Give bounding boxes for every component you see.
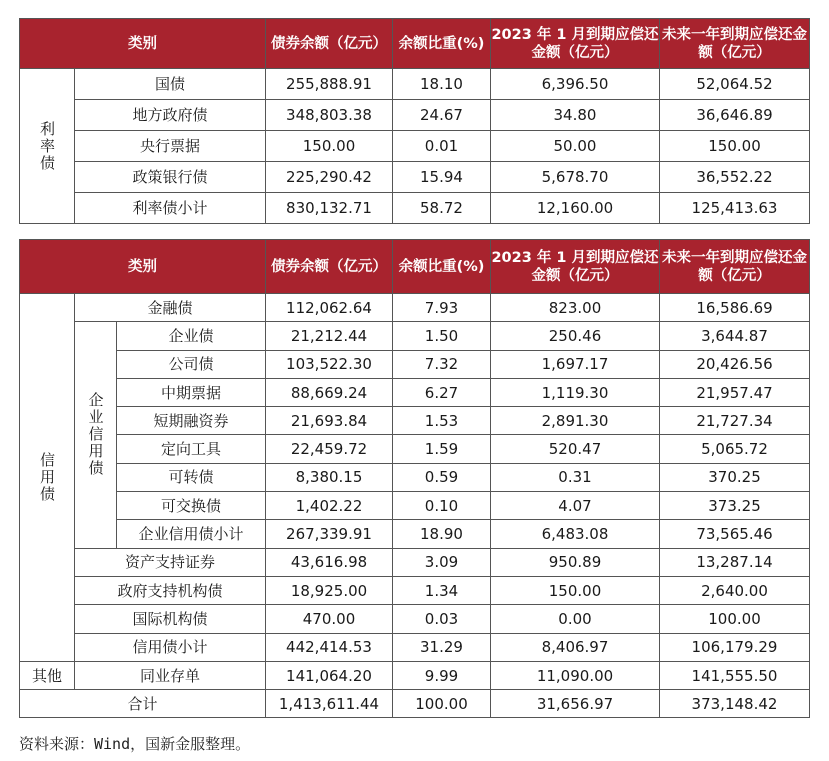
cell-due-jan: 520.47: [491, 435, 660, 463]
row-name: 政府支持机构债: [75, 576, 266, 604]
cell-due-jan: 250.46: [491, 322, 660, 350]
cell-due-year: 373,148.42: [660, 690, 810, 718]
table-row: [20, 69, 810, 100]
cell-ratio: 58.72: [393, 193, 491, 224]
cell-due-year: 5,065.72: [660, 435, 810, 463]
cell-due-jan: 4.07: [491, 492, 660, 520]
row-name: 国债: [75, 69, 266, 100]
cell-balance: 1,413,611.44: [266, 690, 393, 718]
cell-balance: 88,669.24: [266, 378, 393, 406]
table-row: [20, 193, 810, 224]
cell-ratio: 0.59: [393, 463, 491, 491]
cell-ratio: 24.67: [393, 100, 491, 131]
group-credit-bonds: 信用债: [20, 294, 75, 662]
table-row: [20, 633, 810, 661]
row-name: 合计: [20, 690, 266, 718]
group-rate-bonds: 利率债: [20, 69, 75, 224]
header-due-year: 未来一年到期应偿还金额（亿元）: [660, 19, 810, 69]
cell-due-jan: 11,090.00: [491, 661, 660, 689]
row-name: 利率债小计: [75, 193, 266, 224]
row-name: 国际机构债: [75, 605, 266, 633]
cell-due-jan: 0.31: [491, 463, 660, 491]
cell-balance: 348,803.38: [266, 100, 393, 131]
cell-due-jan: 150.00: [491, 576, 660, 604]
cell-balance: 1,402.22: [266, 492, 393, 520]
cell-ratio: 15.94: [393, 162, 491, 193]
cell-balance: 267,339.91: [266, 520, 393, 548]
cell-balance: 141,064.20: [266, 661, 393, 689]
cell-ratio: 18.90: [393, 520, 491, 548]
cell-due-year: 370.25: [660, 463, 810, 491]
cell-ratio: 100.00: [393, 690, 491, 718]
cell-ratio: 0.01: [393, 131, 491, 162]
table-row: [20, 162, 810, 193]
table-row: [20, 548, 810, 576]
table-row: [20, 520, 810, 548]
table-row: [20, 463, 810, 491]
cell-ratio: 0.10: [393, 492, 491, 520]
cell-balance: 21,693.84: [266, 407, 393, 435]
cell-balance: 255,888.91: [266, 69, 393, 100]
table-row: [20, 605, 810, 633]
row-name: 可交换债: [117, 492, 266, 520]
cell-ratio: 6.27: [393, 378, 491, 406]
cell-due-jan: 34.80: [491, 100, 660, 131]
cell-ratio: 1.59: [393, 435, 491, 463]
cell-due-year: 141,555.50: [660, 661, 810, 689]
cell-due-year: 21,727.34: [660, 407, 810, 435]
row-name: 短期融资券: [117, 407, 266, 435]
table-row: [20, 100, 810, 131]
header-row: [20, 240, 810, 294]
cell-due-jan: 12,160.00: [491, 193, 660, 224]
row-name: 公司债: [117, 350, 266, 378]
cell-due-jan: 50.00: [491, 131, 660, 162]
cell-due-year: 100.00: [660, 605, 810, 633]
row-name: 资产支持证券: [75, 548, 266, 576]
header-due-year: 未来一年到期应偿还金额（亿元）: [660, 240, 810, 294]
header-category: 类别: [20, 240, 266, 294]
cell-due-jan: 823.00: [491, 294, 660, 322]
cell-due-jan: 31,656.97: [491, 690, 660, 718]
cell-balance: 150.00: [266, 131, 393, 162]
row-name: 信用债小计: [75, 633, 266, 661]
row-name: 中期票据: [117, 378, 266, 406]
cell-due-year: 150.00: [660, 131, 810, 162]
cell-due-year: 21,957.47: [660, 378, 810, 406]
row-name: 同业存单: [75, 661, 266, 689]
table-row: [20, 492, 810, 520]
cell-ratio: 0.03: [393, 605, 491, 633]
cell-ratio: 7.93: [393, 294, 491, 322]
header-due-jan: 2023 年 1 月到期应偿还金额（亿元）: [491, 240, 660, 294]
cell-due-jan: 5,678.70: [491, 162, 660, 193]
cell-due-year: 36,646.89: [660, 100, 810, 131]
row-name: 金融债: [75, 294, 266, 322]
row-name: 央行票据: [75, 131, 266, 162]
cell-due-jan: 2,891.30: [491, 407, 660, 435]
cell-balance: 103,522.30: [266, 350, 393, 378]
cell-balance: 22,459.72: [266, 435, 393, 463]
cell-due-jan: 8,406.97: [491, 633, 660, 661]
cell-balance: 8,380.15: [266, 463, 393, 491]
cell-due-year: 20,426.56: [660, 350, 810, 378]
table-row: [20, 350, 810, 378]
cell-balance: 470.00: [266, 605, 393, 633]
cell-due-year: 2,640.00: [660, 576, 810, 604]
header-balance: 债券余额（亿元）: [266, 19, 393, 69]
row-name: 政策银行债: [75, 162, 266, 193]
cell-ratio: 3.09: [393, 548, 491, 576]
table-row: [20, 378, 810, 406]
cell-due-year: 73,565.46: [660, 520, 810, 548]
header-ratio: 余额比重(%): [393, 19, 491, 69]
row-name: 定向工具: [117, 435, 266, 463]
cell-ratio: 1.50: [393, 322, 491, 350]
cell-due-year: 106,179.29: [660, 633, 810, 661]
cell-ratio: 31.29: [393, 633, 491, 661]
cell-balance: 18,925.00: [266, 576, 393, 604]
cell-due-year: 52,064.52: [660, 69, 810, 100]
header-balance: 债券余额（亿元）: [266, 240, 393, 294]
table-row: [20, 407, 810, 435]
header-due-jan: 2023 年 1 月到期应偿还金额（亿元）: [491, 19, 660, 69]
cell-ratio: 1.53: [393, 407, 491, 435]
table-row: [20, 131, 810, 162]
cell-due-jan: 6,396.50: [491, 69, 660, 100]
row-name: 地方政府债: [75, 100, 266, 131]
table-row: [20, 576, 810, 604]
header-category: 类别: [20, 19, 266, 69]
table-row: [20, 435, 810, 463]
table-row: [20, 294, 810, 322]
cell-due-jan: 0.00: [491, 605, 660, 633]
cell-due-year: 125,413.63: [660, 193, 810, 224]
cell-balance: 442,414.53: [266, 633, 393, 661]
group-others: 其他: [20, 661, 75, 689]
row-name: 企业债: [117, 322, 266, 350]
rate-bonds-table: [19, 18, 810, 224]
cell-ratio: 9.99: [393, 661, 491, 689]
table-row: [20, 322, 810, 350]
cell-ratio: 18.10: [393, 69, 491, 100]
group-corporate-credit: 企业信用债: [75, 322, 117, 548]
total-row: [20, 690, 810, 718]
cell-due-jan: 1,119.30: [491, 378, 660, 406]
cell-due-jan: 1,697.17: [491, 350, 660, 378]
cell-ratio: 1.34: [393, 576, 491, 604]
cell-due-year: 3,644.87: [660, 322, 810, 350]
header-row: [20, 19, 810, 69]
cell-due-jan: 950.89: [491, 548, 660, 576]
cell-balance: 112,062.64: [266, 294, 393, 322]
credit-bonds-table: [19, 239, 810, 718]
cell-balance: 830,132.71: [266, 193, 393, 224]
source-note: 资料来源：Wind，国新金服整理。: [19, 735, 251, 753]
row-name: 企业信用债小计: [117, 520, 266, 548]
cell-balance: 43,616.98: [266, 548, 393, 576]
cell-due-year: 373.25: [660, 492, 810, 520]
cell-due-year: 13,287.14: [660, 548, 810, 576]
cell-ratio: 7.32: [393, 350, 491, 378]
cell-due-year: 16,586.69: [660, 294, 810, 322]
table-row: [20, 661, 810, 689]
header-ratio: 余额比重(%): [393, 240, 491, 294]
cell-due-year: 36,552.22: [660, 162, 810, 193]
cell-balance: 225,290.42: [266, 162, 393, 193]
cell-balance: 21,212.44: [266, 322, 393, 350]
cell-due-jan: 6,483.08: [491, 520, 660, 548]
row-name: 可转债: [117, 463, 266, 491]
